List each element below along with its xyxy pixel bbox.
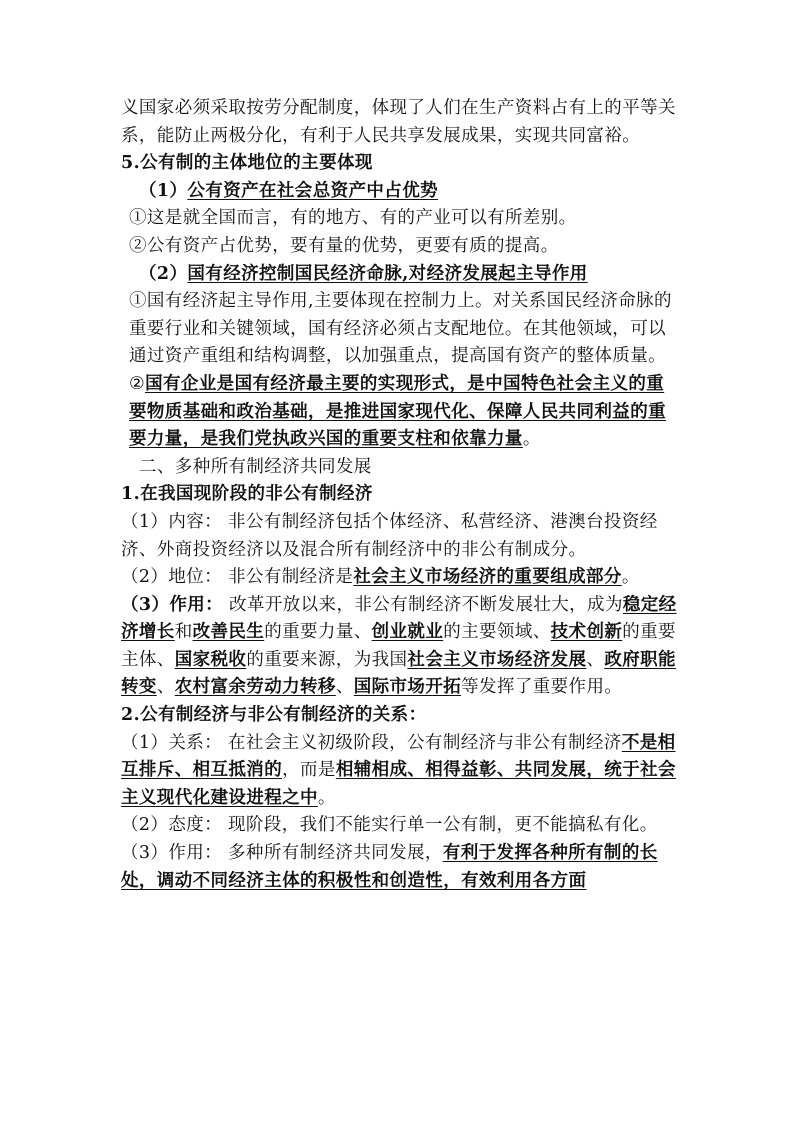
content-paragraph [121,509,681,564]
subheading-2 [121,261,681,289]
list-item-emphasis-text: 国有企业是国有经济最主要的实现形式，是中国特色社会主义的重要物质基础和政治基础，是推进国家现代化、保障人民共同利益的重要力量，是我们党执政兴国的重要支柱和依靠力量 [129,373,666,450]
item-text: 现阶段，我们不能实行单一公有制，更不能搞私有化。 [228,815,658,836]
item-label: （1）关系： [121,732,223,753]
item-text: 的重要来源，为我国 [246,649,408,670]
emphasis: 国际市场开拓 [353,677,462,698]
attitude-paragraph [121,812,681,840]
subheading-1 [121,178,681,206]
heading-1: 1.在我国现阶段的非公有制经济 [121,484,373,505]
emphasis: 改善民生 [192,622,265,643]
position-paragraph [121,564,681,592]
item-text: 的重要力量、 [264,622,372,643]
item-label: （2）地位： [121,567,223,588]
punctuation: 。 [621,567,640,588]
item-text: 、 [156,677,175,698]
item-text: 、 [335,677,354,698]
emphasis: 国家税收 [174,649,247,670]
punctuation: 。 [317,787,336,808]
item-text: 改革开放以来，非公有制经济不断发展壮大，成为 [229,594,623,615]
item-text: 等发挥了重要作用。 [461,677,623,698]
list-item: ②公有资产占优势，要有量的优势，更要有质的提高。 [129,235,559,256]
item-label: （1）内容： [121,511,223,532]
list-item-emphasis [121,371,681,454]
effect-paragraph [121,840,681,895]
item-text: 非公有制经济是 [228,567,354,588]
item-text: 多种所有制经济共同发展， [228,843,443,864]
item-label: （3）作用： [121,843,223,864]
emphasis: 农村富余劳动力转移 [174,677,336,698]
item-label: （3）作用： [121,594,224,615]
item-text: 的主要领域、 [443,622,551,643]
item-text: 的重要主体、 [121,622,676,670]
relation-paragraph [121,730,681,813]
emphasis: 稳定经济增长 [121,594,677,643]
heading-2: 2.公有制经济与非公有制经济的关系： [121,705,427,726]
item-text: ，而是 [282,760,336,781]
subheading-1-title: 公有资产在社会总资产中占优势 [187,180,438,201]
subheading-1-number: （1） [139,180,188,201]
emphasis: 政府职能转变 [121,649,676,698]
item-text: 、 [586,649,605,670]
role-paragraph [121,592,681,702]
emphasis: 有利于发挥各种所有制的长处，调动不同经济主体的积极性和创造性，有效利用各方面 [121,843,658,891]
item-text: 和 [174,622,193,643]
heading-5: 5.公有制的主体地位的主要体现 [121,153,373,174]
emphasis: 社会主义市场经济的重要组成部分 [353,567,622,588]
emphasis: 创业就业 [371,622,444,643]
document-body [121,95,681,895]
paragraph-continuation: 义国家必须采取按劳分配制度，体现了人们在生产资料占有上的平等关系，能防止两极分化，有利于人民共享发展成果，实现共同富裕。 [121,98,676,146]
section-heading-2: 二、多种所有制经济共同发展 [139,456,372,477]
subheading-2-number: （2） [139,263,188,284]
item-text: 在社会主义初级阶段，公有制经济与非公有制经济 [228,732,622,753]
emphasis: 不是相互排斥、相互抵消的 [121,732,676,781]
emphasis: 相辅相成、相得益彰、共同发展，统于社会主义现代化建设进程之中 [121,760,676,808]
item-text: 非公有制经济包括个体经济、私营经济、港澳台投资经济、外商投资经济以及混合所有制经济中的非公有制成分。 [121,511,658,560]
item-label: （2）态度： [121,815,223,836]
punctuation: 。 [522,429,541,450]
list-item: ①这是就全国而言，有的地方、有的产业可以有所差别。 [129,208,577,229]
list-item: ①国有经济起主导作用,主要体现在控制力上。对关系国民经济命脉的重要行业和关键领域，国有经济必须占支配地位。在其他领域，可以通过资产重组和结构调整，以加强重点，提高国有资产的整体质量。 [129,291,672,367]
emphasis: 技术创新 [550,622,623,643]
emphasis: 社会主义市场经济发展 [407,649,587,670]
list-item-number: ② [129,373,146,394]
subheading-2-title: 国有经济控制国民经济命脉,对经济发展起主导作用 [187,263,588,284]
